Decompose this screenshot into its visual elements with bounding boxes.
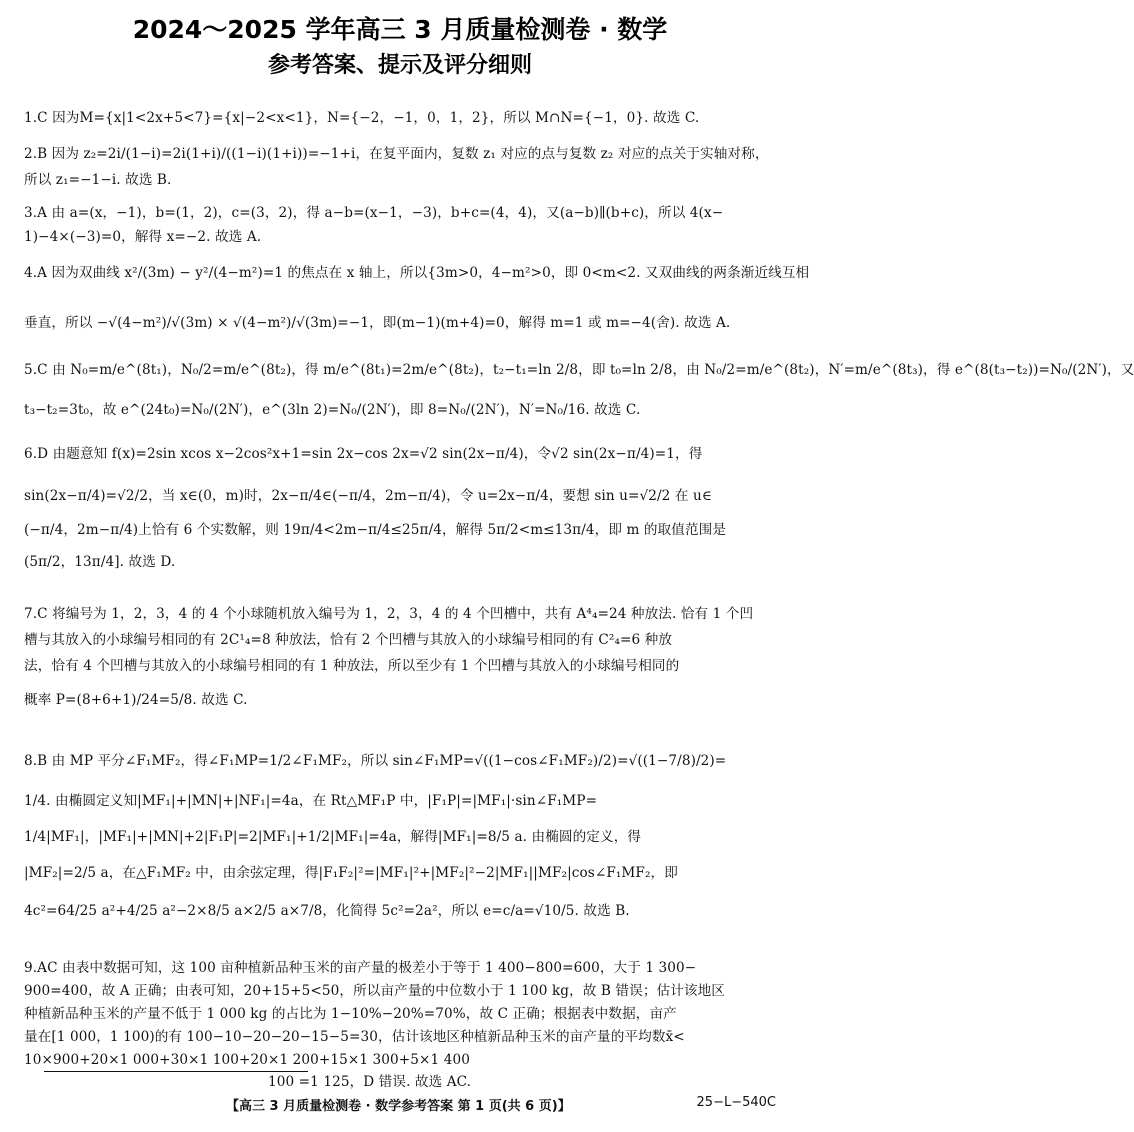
fraction-bar bbox=[44, 1071, 308, 1072]
page-subtitle: 参考答案、提示及评分细则 bbox=[267, 53, 532, 78]
answer-line: 9.AC 由表中数据可知，这 100 亩种植新品种玉米的亩产量的极差小于等于 1 400−800=600，大于 1 300− bbox=[24, 960, 697, 976]
answer-4 bbox=[24, 263, 810, 333]
answer-line: sin(2x−π/4)=√2/2，当 x∈(0，m)时，2x−π/4∈(−π/4，2m−π/4)，令 u=2x−π/4，要想 sin u=√2/2 在 u∈ bbox=[24, 488, 712, 504]
answer-7 bbox=[24, 604, 776, 710]
answer-line: 所以 z₁=−1−i. 故选 B. bbox=[24, 172, 172, 188]
footer-code: 25−L−540C bbox=[696, 1095, 776, 1110]
answer-line: 4.A 因为双曲线 x²/(3m) − y²/(4−m²)=1 的焦点在 x 轴上，所以{3m>0，4−m²>0，即 0<m<2. 又双曲线的两条渐近线互相 bbox=[24, 265, 810, 281]
answer-line: 1.C 因为M={x|1<2x+5<7}={x|−2<x<1}，N={−2，−1，0，1，2}，所以 M∩N={−1，0}. 故选 C. bbox=[24, 110, 700, 126]
answer-line: 1)−4×(−3)=0，解得 x=−2. 故选 A. bbox=[24, 229, 262, 245]
answer-line: 3.A 由 a=(x，−1)，b=(1，2)，c=(3，2)，得 a−b=(x−1，−3)，b+c=(4，4)，又(a−b)∥(b+c)，所以 4(x− bbox=[24, 205, 724, 221]
footer-page-info: 【高三 3 月质量检测卷 · 数学参考答案 第 1 页(共 6 页)】 bbox=[226, 1099, 571, 1114]
answer-line: 槽与其放入的小球编号相同的有 2C¹₄=8 种放法，恰有 2 个凹槽与其放入的小球编号相同的有 C²₄=6 种放 bbox=[24, 632, 673, 648]
answer-line: |MF₂|=2/5 a，在△F₁MF₂ 中，由余弦定理，得|F₁F₂|²=|MF₁|²+|MF₂|²−2|MF₁||MF₂|cos∠F₁MF₂，即 bbox=[24, 865, 678, 881]
answer-line: (5π/2，13π/4]. 故选 D. bbox=[24, 554, 176, 570]
answer-line: 4c²=64/25 a²+4/25 a²−2×8/5 a×2/5 a×7/8，化简得 5c²=2a²，所以 e=c/a=√10/5. 故选 B. bbox=[24, 903, 630, 919]
answer-8 bbox=[24, 751, 776, 921]
answer-line: 8.B 由 MP 平分∠F₁MF₂，得∠F₁MP=1/2∠F₁MF₂，所以 sin∠F₁MP=√((1−cos∠F₁MF₂)/2)=√((1−7/8)/2)= bbox=[24, 753, 727, 769]
answer-line: 概率 P=(8+6+1)/24=5/8. 故选 C. bbox=[24, 692, 248, 708]
answer-6 bbox=[24, 444, 776, 572]
answer-line: 100 =1 125，D 错误. 故选 AC. bbox=[268, 1074, 472, 1090]
answer-line: 法，恰有 4 个凹槽与其放入的小球编号相同的有 1 种放法，所以至少有 1 个凹槽与其放入的小球编号相同的 bbox=[24, 658, 680, 674]
answer-line: 2.B 因为 z₂=2i/(1−i)=2i(1+i)/((1−i)(1+i))=−1+i，在复平面内，复数 z₁ 对应的点与复数 z₂ 对应的点关于实轴对称， bbox=[24, 146, 769, 162]
answer-line: 1/4. 由椭圆定义知|MF₁|+|MN|+|NF₁|=4a，在 Rt△MF₁P 中，|F₁P|=|MF₁|·sin∠F₁MP= bbox=[24, 793, 598, 809]
answer-line: 量在[1 000，1 100)的有 100−10−20−20−15−5=30，估计该地区种植新品种玉米的亩产量的平均数x̄< bbox=[24, 1029, 685, 1045]
answer-line: 900=400，故 A 正确；由表可知，20+15+5<50，所以亩产量的中位数小于 1 100 kg，故 B 错误；估计该地区 bbox=[24, 983, 725, 999]
answer-2 bbox=[24, 144, 776, 190]
answer-3 bbox=[24, 203, 776, 247]
answer-line: (−π/4，2m−π/4)上恰有 6 个实数解，则 19π/4<2m−π/4≤25π/4，解得 5π/2<m≤13π/4，即 m 的取值范围是 bbox=[24, 522, 727, 538]
answer-line: 1/4|MF₁|，|MF₁|+|MN|+2|F₁P|=2|MF₁|+1/2|MF₁|=4a，解得|MF₁|=8/5 a. 由椭圆的定义，得 bbox=[24, 829, 642, 845]
answer-line: 种植新品种玉米的产量不低于 1 000 kg 的占比为 1−10%−20%=70%，故 C 正确；根据表中数据，亩产 bbox=[24, 1006, 677, 1022]
answer-line: 5.C 由 N₀=m/e^(8t₁)，N₀/2=m/e^(8t₂)，得 m/e^(8t₁)=2m/e^(8t₂)，t₂−t₁=ln 2/8，即 t₀=ln 2/8，由 N₀/2=m/e^(8t₂)，N′=m/e^(8t₃)，得 e^(8(t₃−t₂))=N₀/(2N′)，又 bbox=[24, 362, 1134, 378]
answer-1 bbox=[24, 108, 776, 128]
answer-line: 10×900+20×1 000+30×1 100+20×1 200+15×1 300+5×1 400 bbox=[24, 1052, 470, 1068]
answer-line: 垂直，所以 −√(4−m²)/√(3m) × √(4−m²)/√(3m)=−1，即(m−1)(m+4)=0，解得 m=1 或 m=−4(舍). 故选 A. bbox=[24, 315, 731, 331]
answer-line: 6.D 由题意知 f(x)=2sin xcos x−2cos²x+1=sin 2x−cos 2x=√2 sin(2x−π/4)，令√2 sin(2x−π/4)=1，得 bbox=[24, 446, 703, 462]
answer-line: t₃−t₂=3t₀，故 e^(24t₀)=N₀/(2N′)，e^(3ln 2)=N₀/(2N′)，即 8=N₀/(2N′)，N′=N₀/16. 故选 C. bbox=[24, 402, 641, 418]
answer-line: 7.C 将编号为 1，2，3，4 的 4 个小球随机放入编号为 1，2，3，4 的 4 个凹槽中，共有 A⁴₄=24 种放法. 恰有 1 个凹 bbox=[24, 606, 754, 622]
page-title: 2024～2025 学年高三 3 月质量检测卷 · 数学 bbox=[132, 15, 668, 44]
answer-5 bbox=[24, 360, 1134, 420]
